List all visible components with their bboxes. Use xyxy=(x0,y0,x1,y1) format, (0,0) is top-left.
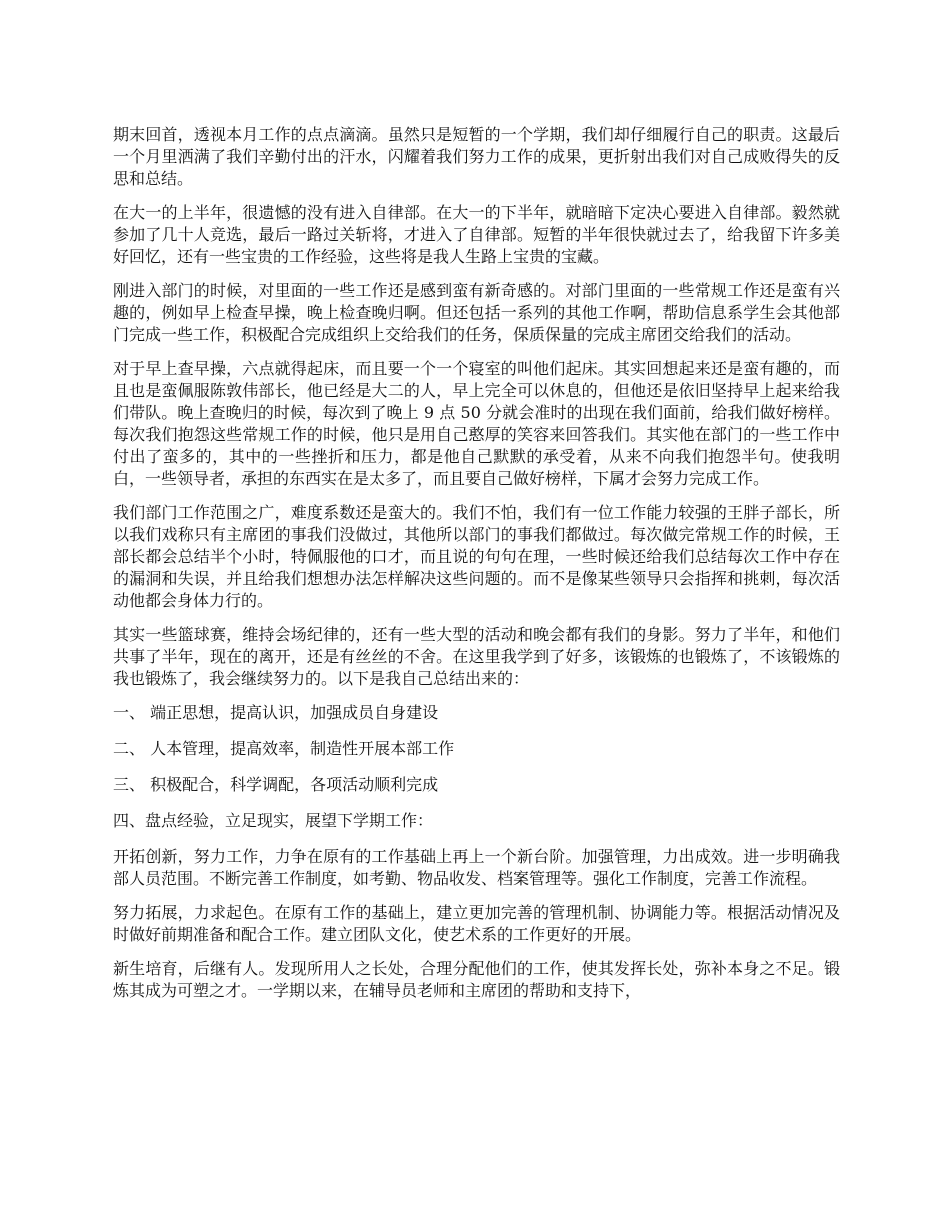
paragraph-department-scope: 我们部门工作范围之广，难度系数还是蛮大的。我们不怕，我们有一位工作能力较强的王胖子部长，所以我们戏称只有主席团的事我们没做过，其他所以部门的事我们都做过。每次做完常规工作的时候，王部长都会总结半个小时，特佩服他的口才，而且说的句句在理，一些时候还给我们总结每次工作中存在的漏洞和失误，并且给我们想想办法怎样解决这些问题的。而不是像某些领导只会指挥和挑刺，每次活动他都会身体力行的。 xyxy=(113,503,840,610)
list-item-3: 三、 积极配合，科学调配，各项活动顺利完成 xyxy=(113,775,439,794)
paragraph-joining: 在大一的上半年，很遗憾的没有进入自律部。在大一的下半年，就暗暗下定决心要进入自律部。毅然就参加了几十人竞选，最后一路过关斩将，才进入了自律部。短暂的半年很快就过去了，给我留下许多美好回忆，还有一些宝贵的工作经验，这些将是我人生路上宝贵的宝藏。 xyxy=(113,203,840,266)
list-item-2: 二、 人本管理，提高效率，制造性开展本部工作 xyxy=(113,739,455,758)
paragraph-morning-check: 对于早上查早操，六点就得起床，而且要一个一个寝室的叫他们起床。其实回想起来还是蛮有趣的，而且也是蛮佩服陈敦伟部长，他已经是大二的人，早上完全可以休息的，但他还是依旧坚持早上起来给我们带队。晚上查晚归的时候，每次到了晚上 9 点 50 分就会准时的出现在我们面前，给我们做好榜样。每次我们抱怨这些常规工作的时候，他只是用自己憨厚的笑容来回答我们。其实他在部门的一些工作中付出了蛮多的，其中的一些挫折和压力，都是他自己默默的承受着，从来不向我们抱怨半句。使我明白，一些领导者，承担的东西实在是太多了，而且要自己做好榜样，下属才会努力完成工作。 xyxy=(113,359,840,488)
list-item-4: 四、盘点经验，立足现实，展望下学期工作： xyxy=(113,811,434,830)
paragraph-activities: 其实一些篮球赛，维持会场纪律的，还有一些大型的活动和晚会都有我们的身影。努力了半年，和他们共事了半年，现在的离开，还是有丝丝的不舍。在这里我学到了好多，该锻炼的也锻炼了，不该锻炼的我也锻炼了，我会继续努力的。以下是我自己总结出来的： xyxy=(113,625,840,688)
paragraph-expansion: 努力拓展，力求起色。在原有工作的基础上，建立更加完善的管理机制、协调能力等。根据活动情况及时做好前期准备和配合工作。建立团队文化，使艺术系的工作更好的开展。 xyxy=(113,903,840,944)
paragraph-new-members: 新生培育，后继有人。发现所用人之长处，合理分配他们的工作，使其发挥长处，弥补本身之不足。锻炼其成为可塑之才。一学期以来，在辅导员老师和主席团的帮助和支持下， xyxy=(113,959,840,1000)
paragraph-intro: 期末回首，透视本月工作的点点滴滴。虽然只是短暂的一个学期，我们却仔细履行自己的职责。这最后一个月里洒满了我们辛勤付出的汗水，闪耀着我们努力工作的成果，更折射出我们对自己成败得失的反思和总结。 xyxy=(113,125,840,188)
document-page xyxy=(113,124,840,1014)
paragraph-innovation: 开拓创新，努力工作，力争在原有的工作基础上再上一个新台阶。加强管理，力出成效。进一步明确我部人员范围。不断完善工作制度，如考勤、物品收发、档案管理等。强化工作制度，完善工作流程。 xyxy=(113,847,840,888)
paragraph-first-impressions: 刚进入部门的时候，对里面的一些工作还是感到蛮有新奇感的。对部门里面的一些常规工作还是蛮有兴趣的，例如早上检查早操，晚上检查晚归啊。但还包括一系列的其他工作啊，帮助信息系学生会其他部门完成一些工作，积极配合完成组织上交给我们的任务，保质保量的完成主席团交给我们的活动。 xyxy=(113,281,840,344)
list-item-1: 一、 端正思想，提高认识，加强成员自身建设 xyxy=(113,703,439,722)
